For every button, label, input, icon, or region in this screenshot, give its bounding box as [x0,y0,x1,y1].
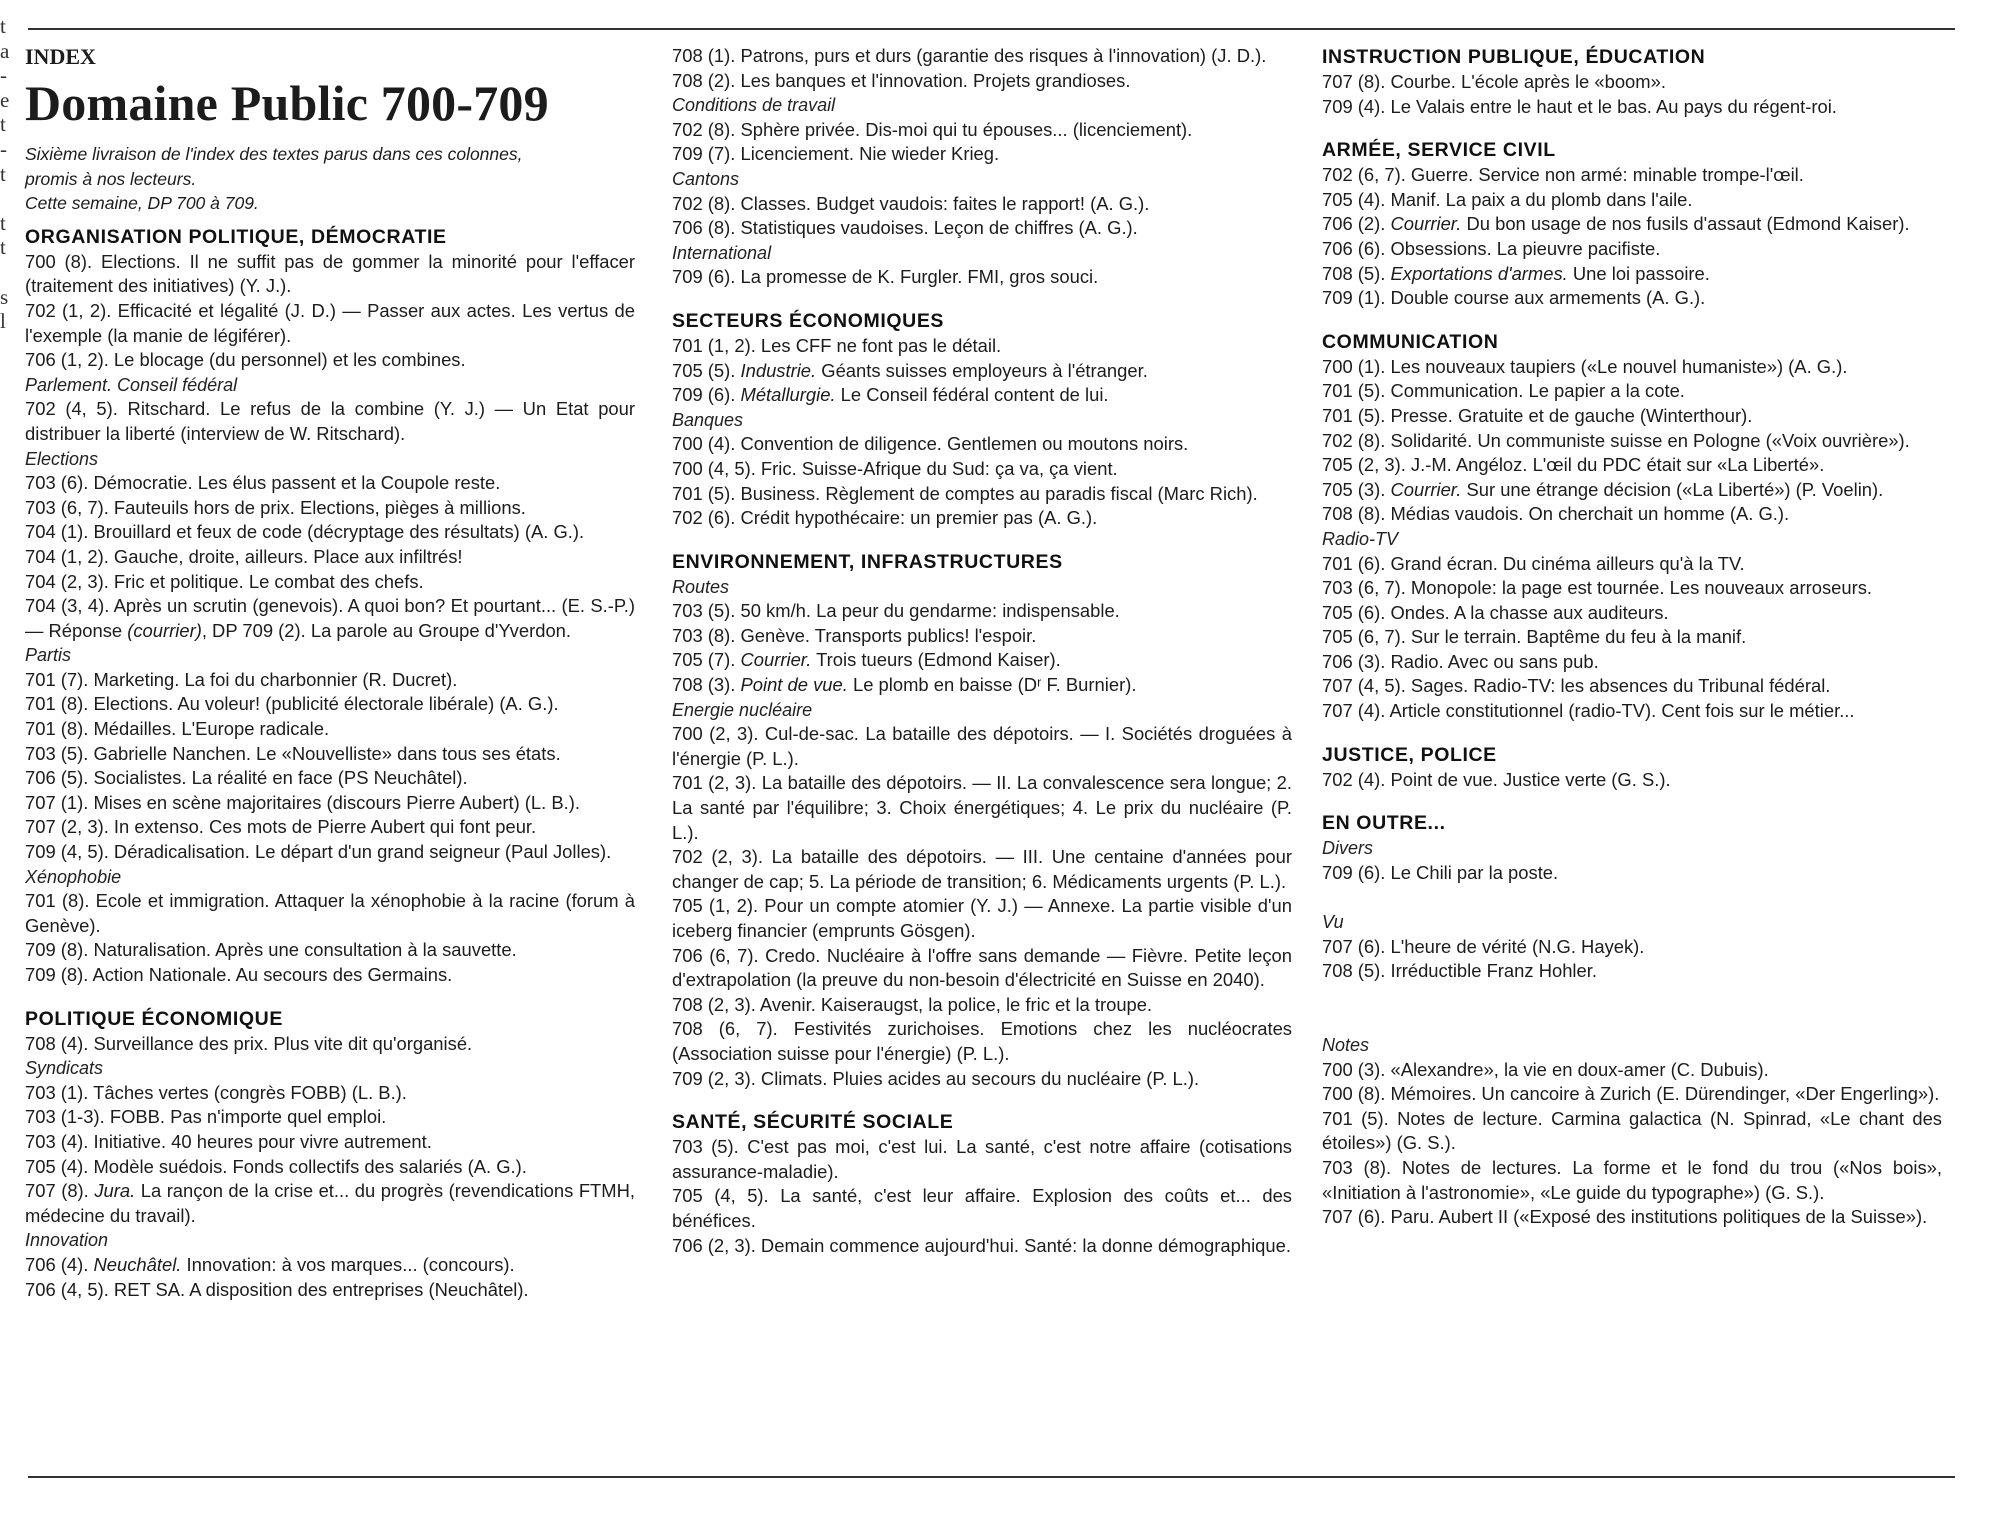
index-entry: 702 (4). Point de vue. Justice verte (G. S.). [1322,768,1671,790]
index-entry: 703 (4). Initiative. 40 heures pour vivre autrement. [25,1130,432,1152]
index-entry: 707 (2, 3). In extenso. Ces mots de Pierre Aubert qui font peur. [25,816,537,838]
section-heading: ORGANISATION POLITIQUE, DÉMOCRATIE [25,225,447,248]
index-entry: 701 (5). Communication. Le papier a la cote. [1322,380,1685,402]
margin-fragment: t [0,210,6,235]
index-entry: 703 (5). 50 km/h. La peur du gendarme: indispensable. [672,600,1120,622]
margin-fragment: t [0,235,6,260]
index-entry: 703 (1-3). FOBB. Pas n'importe quel emploi. [25,1106,387,1128]
subheading: Notes [1322,1035,1370,1055]
entry-emphasis: Jura. [94,1180,136,1202]
margin-fragment: - [0,63,7,88]
subheading: Elections [25,448,99,469]
index-entry: 708 (5). Exportations d'armes. Une loi passoire. [1322,262,1710,284]
index-entry: 704 (1). Brouillard et feux de code (décryptage des résultats) (A. G.). [25,521,585,543]
index-section [672,549,1292,1091]
index-entry: 705 (4). Manif. La paix a du plomb dans l'aile. [1322,188,1693,210]
entry-emphasis: Neuchâtel. [93,1253,182,1275]
section-heading: EN OUTRE... [1322,812,1446,835]
index-section [1322,329,1942,724]
index-section [25,224,635,988]
index-entry: 702 (8). Solidarité. Un communiste suisse en Pologne («Voix ouvrière»). [1322,429,1910,451]
index-entry: 708 (8). Médias vaudois. On cherchait un homme (A. G.). [1322,503,1790,525]
column-3 [1322,44,1942,1230]
margin-fragment [0,334,14,359]
section-heading: POLITIQUE ÉCONOMIQUE [25,1007,283,1030]
margin-fragments [0,14,14,408]
index-entry: 705 (2, 3). J.-M. Angéloz. L'œil du PDC était sur «La Liberté». [1322,454,1825,476]
index-entry: 703 (8). Notes de lectures. La forme et le fond du trou («Nos bois», «Initiation à l'astronomie», «Le guide du typographe») (G. S.). [1322,1156,1942,1203]
index-entry: 702 (2, 3). La bataille des dépotoirs. — III. Une centaine d'années pour changer de cap; 5. La période de transition; 6. Médicaments urgents (P. L.). [672,846,1292,892]
margin-fragment [0,383,14,408]
column-2 [672,44,1292,1258]
index-entry: 701 (1, 2). Les CFF ne font pas le détail. [672,334,1002,356]
index-entry: 701 (6). Grand écran. Du cinéma ailleurs qu'à la TV. [1322,552,1745,574]
subheading: Routes [672,576,730,597]
index-section [672,308,1292,531]
index-section [672,1109,1292,1258]
section-heading: ENVIRONNEMENT, INFRASTRUCTURES [672,550,1063,573]
index-section [1322,810,1942,1230]
index-entry: 706 (6, 7). Credo. Nucléaire à l'offre sans demande — Fièvre. Petite leçon d'extrapolation (la preuve du non-besoin d'électricité en Suisse en 2040). [672,944,1292,991]
index-entry: 709 (1). Double course aux armements (A. G.). [1322,287,1706,309]
index-entry: 701 (5). Presse. Gratuite et de gauche (Winterthour). [1322,404,1753,426]
entry-emphasis: Exportations d'armes. [1390,262,1568,284]
top-rule [28,28,1955,30]
margin-fragment: - [0,136,7,161]
index-entry: 707 (8). Jura. La rançon de la crise et... du progrès (revendications FTMH, médecine du travail). [25,1180,636,1226]
index-entry: 701 (8). Elections. Au voleur! (publicité électorale libérale) (A. G.). [25,693,559,715]
subheading: Xénophobie [25,866,122,887]
index-entry: 705 (6, 7). Sur le terrain. Baptême du feu à la manif. [1322,626,1747,648]
section-heading: COMMUNICATION [1322,330,1499,353]
index-entry: 700 (8). Elections. Il ne suffit pas de gommer la minorité pour l'effacer (traitement des initiatives) (Y. J.). [25,250,635,297]
column-1 [25,44,635,1302]
intro-line: Cette semaine, DP 700 à 709. [25,193,259,214]
index-entry: 704 (3, 4). Après un scrutin (genevois). A quoi bon? Et pourtant... (E. S.-P.) — Réponse (courrier), DP 709 (2). La parole au Groupe d'Yverdon. [25,595,635,641]
index-entry: 709 (2, 3). Climats. Pluies acides au secours du nucléaire (P. L.). [672,1067,1200,1089]
index-entry: 700 (1). Les nouveaux taupiers («Le nouvel humaniste») (A. G.). [1322,355,1848,377]
subheading: Syndicats [25,1058,104,1079]
index-entry: 709 (7). Licenciement. Nie wieder Krieg. [672,143,1000,165]
margin-fragment: l [0,309,6,334]
index-entry: 706 (6). Obsessions. La pieuvre pacifiste. [1322,237,1661,259]
section-heading: SANTÉ, SÉCURITÉ SOCIALE [672,1111,954,1134]
index-entry: 708 (2). Les banques et l'innovation. Projets grandioses. [672,69,1131,91]
index-entry: 706 (1, 2). Le blocage (du personnel) et les combines. [25,349,466,371]
index-entry: 705 (6). Ondes. A la chasse aux auditeurs. [1322,601,1669,623]
index-entry: 707 (6). L'heure de vérité (N.G. Hayek). [1322,935,1645,957]
subheading: Conditions de travail [672,95,836,116]
index-entry: 709 (4). Le Valais entre le haut et le bas. Au pays du régent-roi. [1322,95,1837,117]
index-entry: 707 (1). Mises en scène majoritaires (discours Pierre Aubert) (L. B.). [25,791,580,813]
index-entry: 703 (5). C'est pas moi, c'est lui. La santé, c'est notre affaire (cotisations assurance-maladie). [672,1136,1292,1182]
margin-fragment [0,358,14,383]
index-entry: 709 (8). Naturalisation. Après une consultation à la sauvette. [25,939,517,961]
intro-line: promis à nos lecteurs. [25,168,197,189]
index-entry: 700 (8). Mémoires. Un cancoire à Zurich (E. Dürendinger, «Der Engerling»). [1322,1083,1940,1105]
index-entry: 706 (2, 3). Demain commence aujourd'hui. Santé: la donne démographique. [672,1234,1291,1256]
subheading: Banques [672,409,744,430]
index-entry: 700 (4). Convention de diligence. Gentlemen ou moutons noirs. [672,433,1189,455]
index-entry: 705 (3). Courrier. Sur une étrange décision («La Liberté») (P. Voelin). [1322,478,1884,500]
index-entry: 704 (1, 2). Gauche, droite, ailleurs. Place aux infiltrés! [25,545,463,567]
index-entry: 709 (8). Action Nationale. Au secours des Germains. [25,964,453,985]
spacer [1322,984,1942,1009]
index-entry: 705 (4, 5). La santé, c'est leur affaire. Explosion des coûts et... des bénéfices. [672,1185,1292,1231]
index-entry: 705 (7). Courrier. Trois tueurs (Edmond Kaiser). [672,649,1061,671]
entry-emphasis: Courrier. [740,649,812,671]
index-entry: 708 (5). Irréductible Franz Hohler. [1322,960,1597,982]
index-entry: 701 (7). Marketing. La foi du charbonnier (R. Ducret). [25,668,458,690]
margin-fragment [0,260,14,285]
index-entry: 702 (8). Classes. Budget vaudois: faites le rapport! (A. G.). [672,192,1150,214]
index-entry: 708 (4). Surveillance des prix. Plus vite dit qu'organisé. [25,1032,473,1054]
entry-emphasis: Industrie. [740,359,817,381]
index-section [1322,742,1942,793]
index-entry: 709 (6). La promesse de K. Furgler. FMI, gros souci. [672,266,1099,288]
intro [25,142,635,216]
index-entry: 701 (8). Médailles. L'Europe radicale. [25,718,330,740]
index-section [1322,44,1942,119]
index-entry: 709 (4, 5). Déradicalisation. Le départ d'un grand seigneur (Paul Jolles). [25,841,612,863]
index-entry: 707 (8). Courbe. L'école après le «boom». [1322,71,1666,92]
intro-line: Sixième livraison de l'index des textes parus dans ces colonnes, [25,144,523,164]
index-entry: 706 (2). Courrier. Du bon usage de nos fusils d'assaut (Edmond Kaiser). [1322,213,1910,235]
index-entry: 701 (8). Ecole et immigration. Attaquer la xénophobie à la racine (forum à Genève). [25,890,635,936]
subheading: Radio-TV [1322,528,1399,549]
column-1-sections [25,224,635,1302]
index-entry: 700 (3). «Alexandre», la vie en doux-amer (C. Dubuis). [1322,1058,1769,1080]
index-entry: 700 (4, 5). Fric. Suisse-Afrique du Sud: ça va, ça vient. [672,457,1118,479]
index-entry: 704 (2, 3). Fric et politique. Le combat des chefs. [25,570,424,592]
subheading: International [672,242,772,263]
index-entry: 708 (1). Patrons, purs et durs (garantie des risques à l'innovation) (J. D.). [672,45,1267,66]
subheading: Innovation [25,1230,109,1251]
index-section [1322,137,1942,311]
index-entry: 702 (8). Sphère privée. Dis-moi qui tu épouses... (licenciement). [672,118,1193,140]
section-heading: JUSTICE, POLICE [1322,743,1497,766]
index-entry: 703 (6). Démocratie. Les élus passent et la Coupole reste. [25,472,501,494]
index-entry: 707 (4, 5). Sages. Radio-TV: les absences du Tribunal fédéral. [1322,675,1831,697]
spacer [1322,885,1942,910]
subheading: Parlement. Conseil fédéral [25,374,238,395]
index-entry: 700 (2, 3). Cul-de-sac. La bataille des dépotoirs. — I. Sociétés droguées à l'énergie (P. L.). [672,723,1292,769]
index-entry: 705 (4). Modèle suédois. Fonds collectifs des salariés (A. G.). [25,1155,527,1177]
index-entry: 706 (5). Socialistes. La réalité en face (PS Neuchâtel). [25,767,468,789]
index-entry: 709 (6). Le Chili par la poste. [1322,861,1559,883]
entry-emphasis: Courrier. [1390,478,1462,500]
section-heading: SECTEURS ÉCONOMIQUES [672,309,945,332]
margin-fragment [0,186,14,211]
index-entry: 708 (3). Point de vue. Le plomb en baisse (Dʳ F. Burnier). [672,674,1137,696]
index-entry: 705 (1, 2). Pour un compte atomier (Y. J.) — Annexe. La partie visible d'un iceberg financier (emprunts Gösgen). [672,895,1292,941]
margin-fragment: t [0,112,6,137]
index-entry: 705 (5). Industrie. Géants suisses employeurs à l'étranger. [672,359,1148,381]
index-entry: 703 (8). Genève. Transports publics! l'espoir. [672,624,1037,646]
section-heading: INSTRUCTION PUBLIQUE, ÉDUCATION [1322,46,1706,68]
subheading: Vu [1322,912,1344,933]
index-entry: 707 (4). Article constitutionnel (radio-TV). Cent fois sur le métier... [1322,700,1855,722]
margin-fragment: e [0,87,10,112]
column-3-sections [1322,44,1942,1230]
margin-fragment: s [0,284,9,309]
index-entry: 706 (4, 5). RET SA. A disposition des entreprises (Neuchâtel). [25,1278,529,1300]
subheading: Divers [1322,838,1374,859]
entry-emphasis: Métallurgie. [740,384,836,406]
index-entry: 703 (1). Tâches vertes (congrès FOBB) (L. B.). [25,1081,407,1103]
index-entry: 707 (6). Paru. Aubert II («Exposé des institutions politiques de la Suisse»). [1322,1206,1928,1228]
index-entry: 709 (6). Métallurgie. Le Conseil fédéral content de lui. [672,384,1109,406]
entry-emphasis: (courrier) [127,619,202,641]
margin-fragment: a [0,38,10,63]
index-entry: 708 (6, 7). Festivités zurichoises. Emotions chez les nucléocrates (Association suisse pour l'énergie) (P. L.). [672,1018,1292,1064]
margin-fragment: t [0,14,6,38]
subheading: Energie nucléaire [672,699,813,720]
margin-fragment: t [0,161,6,186]
index-entry: 703 (5). Gabrielle Nanchen. Le «Nouvelliste» dans tous ses états. [25,742,561,764]
index-entry: 706 (3). Radio. Avec ou sans pub. [1322,650,1599,672]
index-section [25,1006,635,1303]
index-entry: 701 (2, 3). La bataille des dépotoirs. — II. La convalescence sera longue; 2. La santé par l'équilibre; 3. Choix énergétiques; 4. Le prix du nucléaire (P. L.). [672,772,1292,843]
index-entry: 708 (2, 3). Avenir. Kaiseraugst, la police, le fric et la troupe. [672,993,1153,1015]
index-entry: 703 (6, 7). Monopole: la page est tournée. Les nouveaux arroseurs. [1322,577,1873,599]
page-title: Domaine Public 700-709 [25,75,549,131]
index-entry: 706 (8). Statistiques vaudoises. Leçon de chiffres (A. G.). [672,217,1138,239]
column-2-sections [672,44,1292,1258]
index-entry: 701 (5). Notes de lecture. Carmina galactica (N. Spinrad, «Le chant des étoiles») (G. S.). [1322,1107,1942,1154]
index-entry: 702 (4, 5). Ritschard. Le refus de la combine (Y. J.) — Un Etat pour distribuer la liberté (interview de W. Ritschard). [25,398,635,444]
entry-emphasis: Courrier. [1390,213,1462,235]
index-entry: 701 (5). Business. Règlement de comptes au paradis fiscal (Marc Rich). [672,482,1258,504]
index-entry: 706 (4). Neuchâtel. Innovation: à vos marques... (concours). [25,1253,515,1275]
index-entry: 702 (1, 2). Efficacité et légalité (J. D.) — Passer aux actes. Les vertus de l'exemple (la manie de légiférer). [25,299,635,346]
kicker: INDEX [25,44,96,69]
subheading: Partis [25,645,72,666]
index-entry: 702 (6). Crédit hypothécaire: un premier pas (A. G.). [672,507,1098,529]
spacer [1322,1008,1942,1033]
subheading: Cantons [672,168,740,189]
index-entry: 703 (6, 7). Fauteuils hors de prix. Elections, pièges à millions. [25,496,526,518]
bottom-rule [28,1476,1955,1478]
entry-emphasis: Point de vue. [740,674,848,696]
index-section [672,44,1292,290]
section-heading: ARMÉE, SERVICE CIVIL [1322,139,1556,162]
index-entry: 702 (6, 7). Guerre. Service non armé: minable trompe-l'œil. [1322,164,1804,186]
